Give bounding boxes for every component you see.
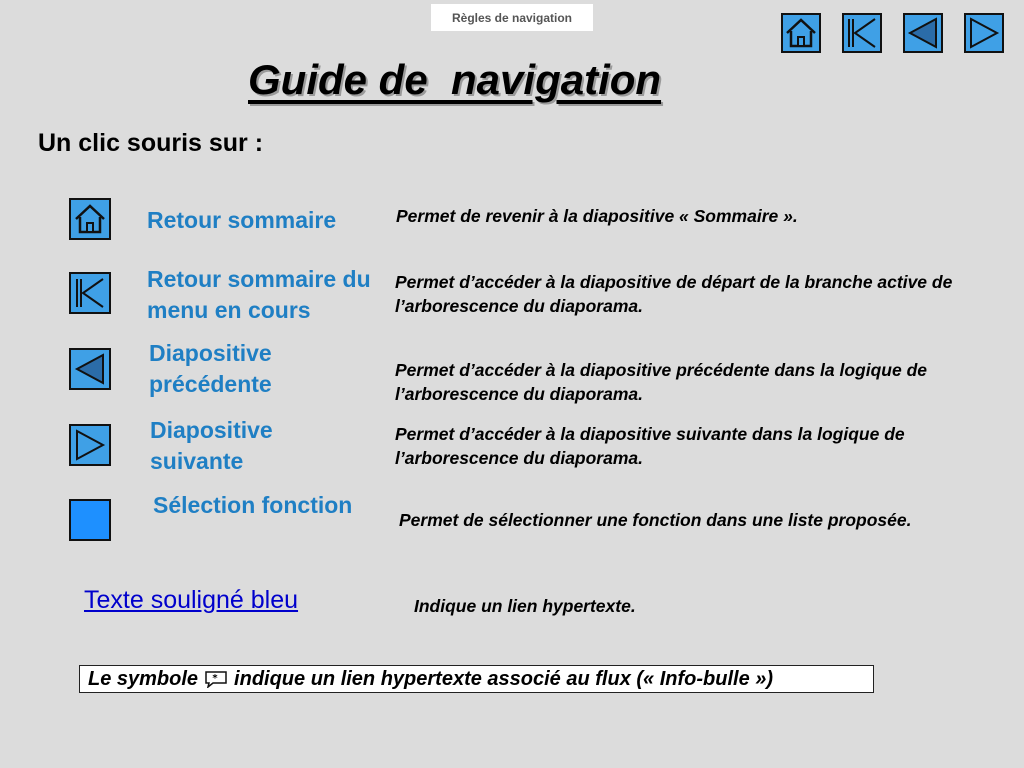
first-button[interactable]	[842, 13, 882, 53]
skip-back-icon	[845, 16, 879, 50]
home-button[interactable]	[781, 13, 821, 53]
home-icon	[73, 202, 107, 236]
arrow-right-icon	[967, 16, 1001, 50]
legend-desc-previous: Permet d’accéder à la diapositive précédente dans la logique de l’arborescence du diaporama.	[395, 360, 927, 404]
link-example[interactable]: Texte souligné bleu	[84, 586, 299, 614]
arrow-right-icon	[73, 428, 107, 462]
next-button[interactable]	[964, 13, 1004, 53]
legend-desc-home: Permet de revenir à la diapositive « Sommaire ».	[396, 206, 798, 226]
footer-note	[79, 665, 874, 693]
skip-back-icon	[73, 276, 107, 310]
legend-label-home: Retour sommaire	[147, 207, 337, 233]
svg-text:*: *	[212, 673, 218, 684]
legend-first-button	[69, 272, 111, 314]
legend-desc-next: Permet d’accéder à la diapositive suivante dans la logique de l’arborescence du diaporama.	[395, 424, 905, 468]
legend-home-button	[69, 198, 111, 240]
legend-next-button	[69, 424, 111, 466]
footer-note-prefix: Le symbole	[88, 667, 199, 690]
page-tag: Règles de navigation	[431, 4, 593, 31]
legend-desc-first: Permet d’accéder à la diapositive de départ de la branche active de l’arborescence du diaporama.	[395, 272, 953, 316]
previous-button[interactable]	[903, 13, 943, 53]
home-icon	[784, 16, 818, 50]
legend-select-button	[69, 499, 111, 541]
arrow-left-icon	[73, 352, 107, 386]
legend-label-previous: Diapositive précédente	[149, 340, 272, 397]
page-title: Guide de navigation	[248, 56, 662, 103]
link-description: Indique un lien hypertexte.	[414, 596, 636, 616]
footer-note-suffix: indique un lien hypertexte associé au flux (« Info-bulle »)	[234, 667, 774, 690]
legend-label-first: Retour sommaire du menu en cours	[147, 266, 371, 323]
arrow-left-icon	[906, 16, 940, 50]
legend-label-select: Sélection fonction	[153, 492, 353, 518]
legend-previous-button	[69, 348, 111, 390]
page-subtitle: Un clic souris sur :	[38, 129, 264, 157]
speech-bubble-icon	[204, 670, 228, 688]
legend-label-next: Diapositive suivante	[150, 417, 273, 474]
legend-desc-select: Permet de sélectionner une fonction dans une liste proposée.	[399, 510, 912, 530]
